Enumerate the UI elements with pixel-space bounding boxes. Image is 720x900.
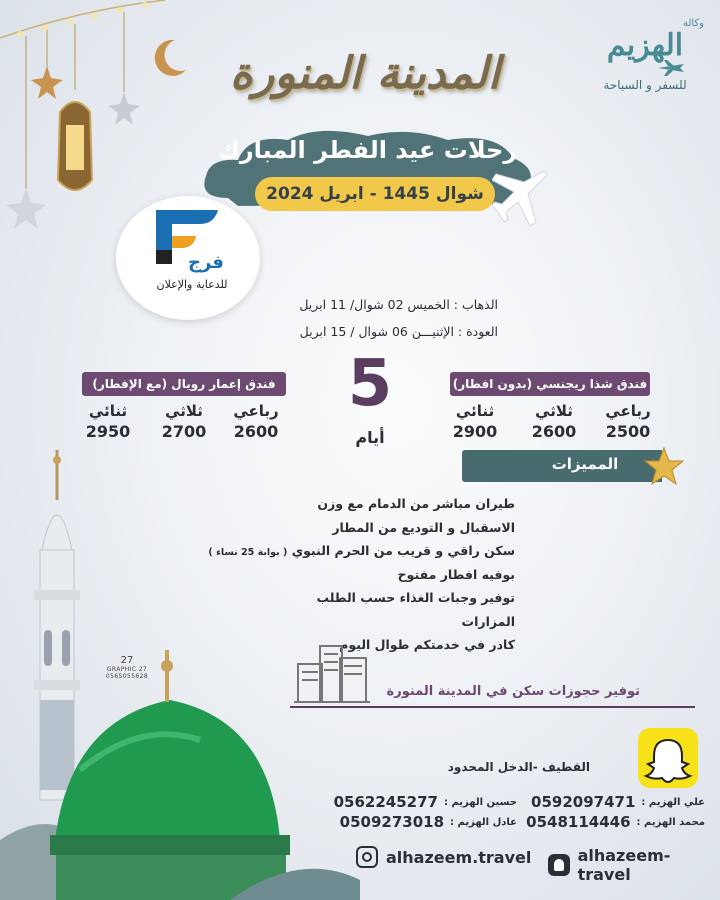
instagram-icon <box>356 846 378 868</box>
duration-unit: أيام <box>355 428 385 447</box>
brand-logo <box>580 18 710 92</box>
snapchat-badge[interactable] <box>638 728 698 788</box>
snapchat-ghost-icon <box>638 728 698 788</box>
contact-number[interactable]: 0592097471 <box>531 793 636 811</box>
room-label: ثنائي <box>88 402 128 420</box>
brand-prefix: وكالة <box>682 18 704 29</box>
room-label: ثلاثي <box>535 402 573 420</box>
contact-name: محمد الهزيم : <box>636 816 705 828</box>
snapchat-link[interactable] <box>548 846 720 884</box>
contact-item[interactable] <box>339 813 517 831</box>
features-heading: المميزات <box>551 455 619 473</box>
contact-item[interactable] <box>526 813 705 831</box>
hotel-emaar-title: فندق إعمار رويال (مع الإفطار) <box>82 372 286 396</box>
designer-phone: 0565055628 <box>105 673 149 680</box>
contact-name: عادل الهزيم : <box>450 816 517 828</box>
contact-number[interactable]: 0509273018 <box>339 813 445 831</box>
duration-number: 5 <box>347 347 393 421</box>
brand-tagline: للسفر و السياحة <box>603 78 687 92</box>
room-label: رباعي <box>605 402 651 420</box>
room-quad <box>226 402 286 441</box>
room-price: 2600 <box>531 422 577 441</box>
room-price: 2700 <box>161 422 207 441</box>
room-price: 2900 <box>452 422 498 441</box>
return-date: العودة : الإثنيـــن 06 شوال / 15 ابريل <box>299 324 498 339</box>
contact-name: حسين الهزيم : <box>443 796 517 808</box>
mosque-illustration <box>0 440 360 900</box>
feature-text: سكن راقي و قريب من الحرم النبوي <box>291 543 515 558</box>
instagram-link[interactable] <box>356 846 531 868</box>
room-quad <box>598 402 658 441</box>
feature-item: طيران مباشر من الدمام مع وزن <box>317 496 515 511</box>
contact-number[interactable]: 0548114446 <box>526 813 631 831</box>
room-label: رباعي <box>233 402 279 420</box>
star-icon <box>644 446 684 486</box>
designer-mark: 27 <box>120 655 134 666</box>
sponsor-badge <box>116 196 260 320</box>
housing-offer: توفير حجوزات سكن في المدينة المنورة <box>386 684 640 699</box>
brand-name: الهزيم <box>606 28 684 63</box>
sponsor-tagline: للدعاية والإعلان <box>156 278 228 291</box>
branch-label: القطيف -الدخل المحدود <box>447 760 590 774</box>
room-double <box>78 402 138 441</box>
feature-item: المزارات <box>461 613 515 629</box>
airplane-icon <box>492 166 550 228</box>
room-price: 2500 <box>605 422 651 441</box>
room-price: 2950 <box>85 422 131 441</box>
room-label: ثلاثي <box>165 402 203 420</box>
snapchat-handle[interactable]: alhazeem-travel <box>577 846 671 884</box>
contact-number[interactable]: 0562245277 <box>333 793 438 811</box>
contact-item[interactable] <box>531 793 705 811</box>
room-price: 2600 <box>233 422 279 441</box>
room-triple <box>524 402 584 441</box>
designer-name: 27 GRAPHIC <box>106 666 148 673</box>
trip-title: رحلات عيد الفطر المبارك <box>217 136 518 164</box>
room-label: ثنائي <box>455 402 495 420</box>
room-triple <box>154 402 214 441</box>
feature-item: كادر في خدمتكم طوال اليوم <box>339 637 515 652</box>
feature-item: الاسقبال و التوديع من المطار <box>332 519 515 535</box>
trip-date: شوال 1445 - ابريل 2024 <box>255 177 495 211</box>
hotel-shatha-title: فندق شذا ريجنسي (بدون افطار) <box>450 372 650 396</box>
plane-icon <box>656 58 686 78</box>
feature-item: بوفيه افطار مفتوح <box>397 566 515 582</box>
room-double <box>445 402 505 441</box>
page-title: المدينة المنورة <box>230 48 500 99</box>
instagram-handle[interactable]: alhazeem.travel <box>386 847 532 867</box>
sponsor-name: فرج <box>188 252 224 273</box>
feature-item: توفير وجبات الغذاء حسب الطلب <box>316 590 515 605</box>
contact-name: علي الهزيم : <box>641 796 705 808</box>
snapchat-icon <box>548 854 570 876</box>
departure-date: الذهاب : الخميس 02 شوال/ 11 ابريل <box>299 297 498 312</box>
gate-note: ( بوابة 25 نساء ) <box>208 547 288 558</box>
contact-item[interactable] <box>333 793 517 811</box>
